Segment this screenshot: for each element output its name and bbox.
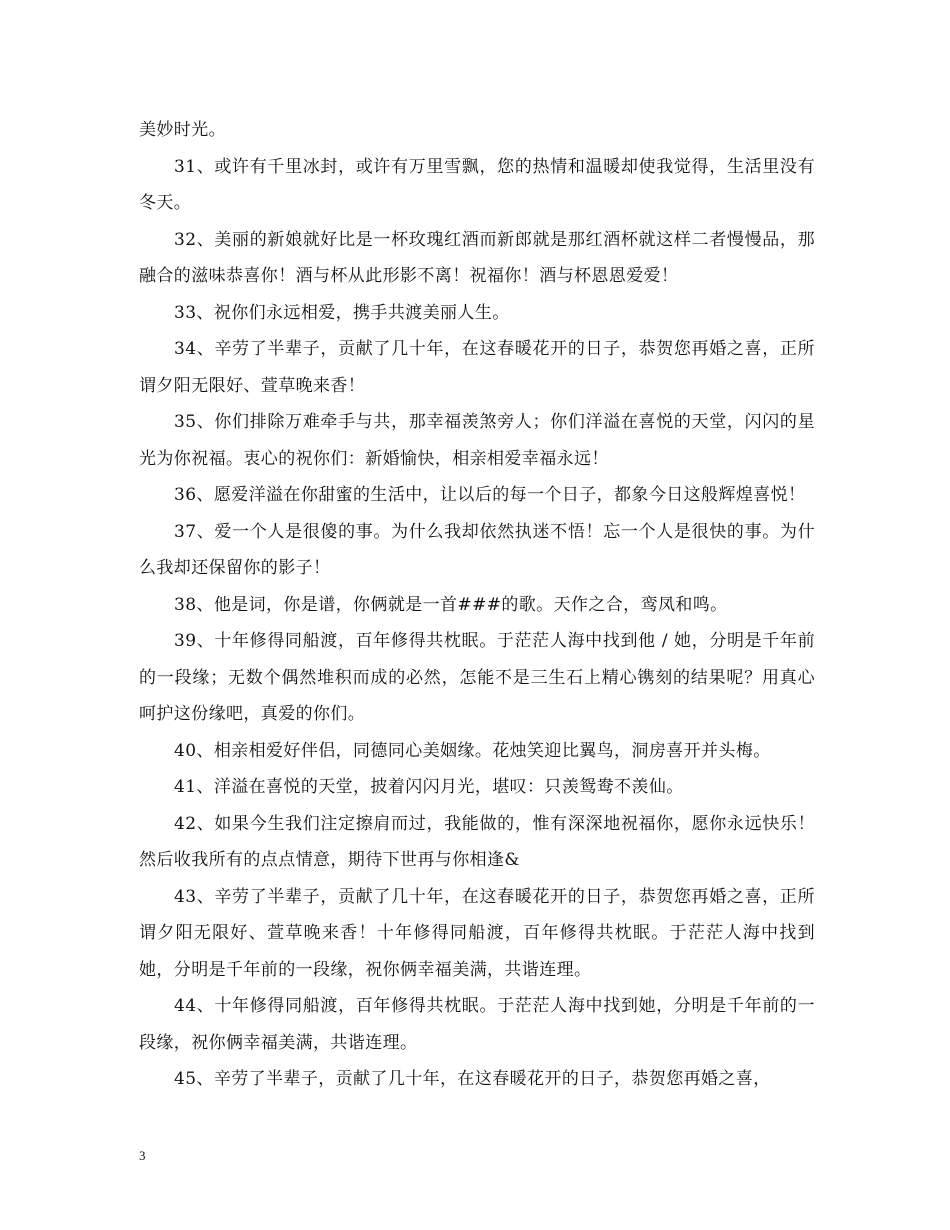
paragraph-36: 36、愿爱洋溢在你甜蜜的生活中，让以后的每一个日子，都象今日这般辉煌喜悦！ [174,485,806,505]
paragraph-40: 40、相亲相爱好伴侣，同德同心美姻缘。花烛笑迎比翼鸟，洞房喜开并头梅。 [174,740,771,761]
paragraph-43: 43、辛劳了半辈子，贡献了几十年，在这春暖花开的日子，恭贺您再婚之喜，正所谓夕阳无限好、萱草晚来香！十年修得同船渡，百年修得共枕眠。于茫茫人海中找到她，分明是千年前的一段缘，祝你俩幸福美满，共谐连理。 [139,886,815,980]
document-body [139,112,815,1098]
paragraph-44: 44、十年修得同船渡，百年修得共枕眠。于茫茫人海中找到她，分明是千年前的一段缘，祝你俩幸福美满，共谐连理。 [139,996,815,1053]
paragraph-32: 32、美丽的新娘就好比是一杯玫瑰红酒而新郎就是那红酒杯就这样二者慢慢品，那融合的滋味恭喜你！酒与杯从此形影不离！祝福你！酒与杯恩恩爱爱！ [139,229,815,286]
paragraph-42: 42、如果今生我们注定擦肩而过，我能做的，惟有深深地祝福你，愿你永远快乐！然后收我所有的点点情意，期待下世再与你相逢& [139,813,815,870]
paragraph-35: 35、你们排除万难牵手与共，那幸福羡煞旁人；你们洋溢在喜悦的天堂，闪闪的星光为你祝福。衷心的祝你们：新婚愉快，相亲相爱幸福永远！ [139,412,815,469]
paragraph-31: 31、或许有千里冰封，或许有万里雪飘，您的热情和温暖却使我觉得，生活里没有冬天。 [139,156,815,213]
paragraph-39: 39、十年修得同船渡，百年修得共枕眠。于茫茫人海中找到他 / 她，分明是千年前的一段缘；无数个偶然堆积而成的必然，怎能不是三生石上精心镌刻的结果呢？用真心呵护这份缘吧，真爱的你们。 [139,631,815,724]
paragraph-34: 34、辛劳了半辈子，贡献了几十年，在这春暖花开的日子，恭贺您再婚之喜，正所谓夕阳无限好、萱草晚来香！ [139,339,815,396]
page-number: 3 [139,1148,146,1163]
paragraph-38: 38、他是词，你是谱，你俩就是一首###的歌。天作之合，鸾凤和鸣。 [174,594,728,615]
paragraph-33: 33、祝你们永远相爱，携手共渡美丽人生。 [174,302,510,323]
paragraph-continuation: 美妙时光。 [139,120,226,140]
paragraph-41: 41、洋溢在喜悦的天堂，披着闪闪月光，堪叹：只羡鸳鸯不羡仙。 [174,777,684,797]
paragraph-37: 37、爱一个人是很傻的事。为什么我却依然执迷不悟！忘一个人是很快的事。为什么我却还保留你的影子！ [139,521,815,578]
paragraph-45: 45、辛劳了半辈子，贡献了几十年，在这春暖花开的日子，恭贺您再婚之喜， [174,1069,771,1089]
